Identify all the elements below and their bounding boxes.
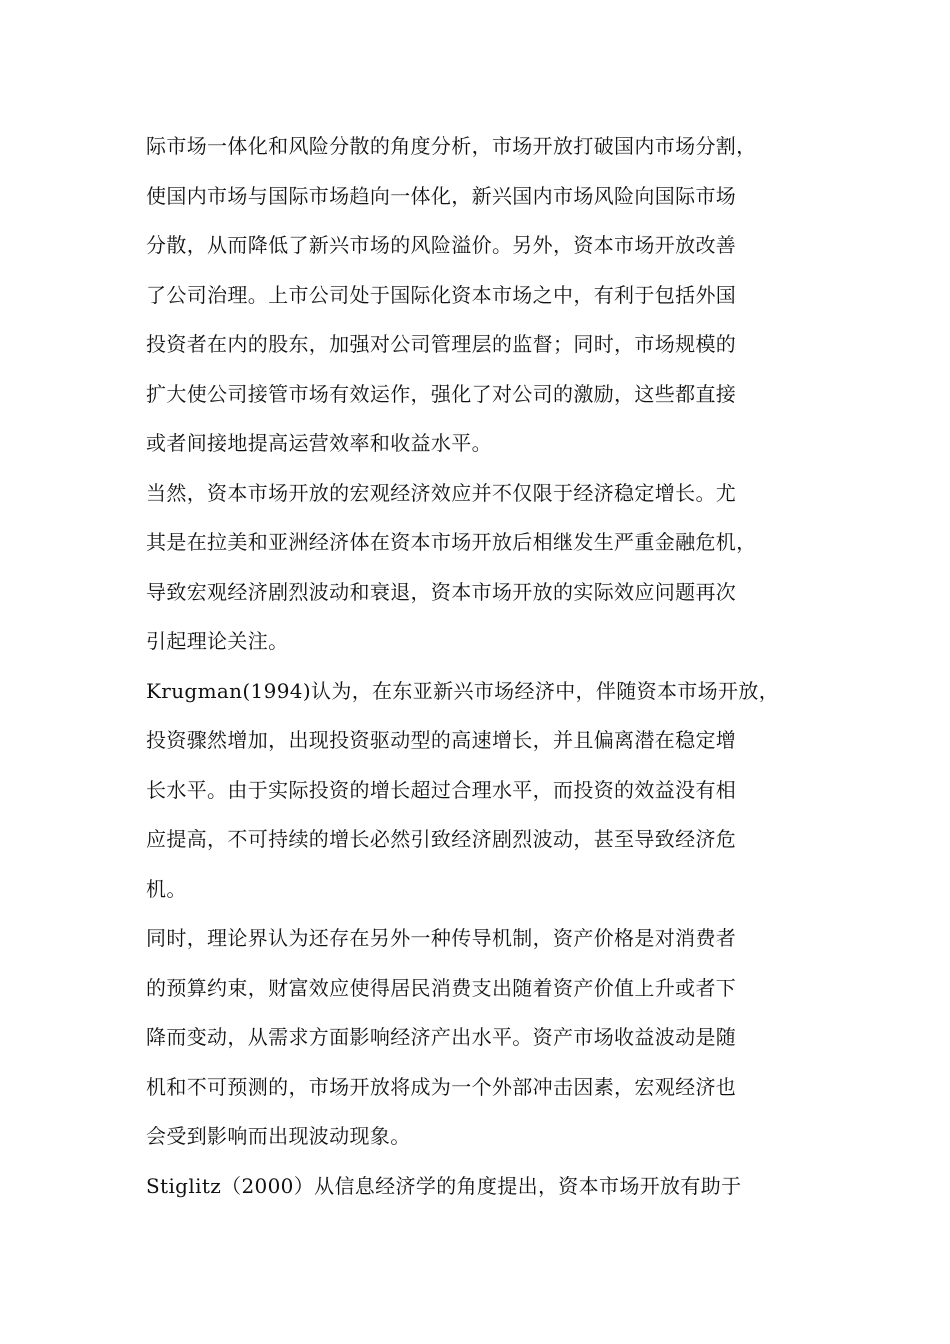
text-line: 长水平。由于实际投资的增长超过合理水平，而投资的效益没有相	[146, 777, 737, 802]
text-line: Krugman(1994)认为，在东亚新兴市场经济中，伴随资本市场开放，	[146, 678, 780, 703]
text-line: 机和不可预测的，市场开放将成为一个外部冲击因素，宏观经济也	[146, 1074, 737, 1099]
text-line: 当然，资本市场开放的宏观经济效应并不仅限于经济稳定增长。尤	[146, 480, 737, 505]
text-line: 应提高，不可持续的增长必然引致经济剧烈波动，甚至导致经济危	[146, 827, 737, 851]
text-line: 的预算约束，财富效应使得居民消费支出随着资产价值上升或者下	[146, 975, 737, 1000]
text-line: 使国内市场与国际市场趋向一体化，新兴国内市场风险向国际市场	[146, 183, 737, 208]
text-line: 导致宏观经济剧烈波动和衰退，资本市场开放的实际效应问题再次	[146, 579, 737, 604]
text-line: 投资骤然增加，出现投资驱动型的高速增长，并且偏离潜在稳定增	[146, 728, 737, 752]
text-line: 投资者在内的股东，加强对公司管理层的监督；同时，市场规模的	[146, 332, 737, 356]
text-line: 了公司治理。上市公司处于国际化资本市场之中，有利于包括外国	[146, 282, 737, 307]
text-line: 机。	[146, 876, 187, 901]
text-line: 引起理论关注。	[146, 629, 289, 653]
text-line: 分散，从而降低了新兴市场的风险溢价。另外，资本市场开放改善	[146, 233, 737, 257]
body-text	[146, 122, 816, 1211]
text-line: 会受到影响而出现波动现象。	[146, 1124, 411, 1148]
text-line: 际市场一体化和风险分散的角度分析，市场开放打破国内市场分割，	[146, 134, 757, 158]
text-line: 同时，理论界认为还存在另外一种传导机制，资产价格是对消费者	[146, 926, 737, 950]
text-line: Stiglitz（2000）从信息经济学的角度提出，资本市场开放有助于	[146, 1173, 742, 1198]
text-line: 其是在拉美和亚洲经济体在资本市场开放后相继发生严重金融危机，	[146, 530, 757, 554]
text-line: 降而变动，从需求方面影响经济产出水平。资产市场收益波动是随	[146, 1025, 737, 1049]
text-line: 扩大使公司接管市场有效运作，强化了对公司的激励，这些都直接	[146, 381, 737, 406]
text-line: 或者间接地提高运营效率和收益水平。	[146, 431, 492, 455]
